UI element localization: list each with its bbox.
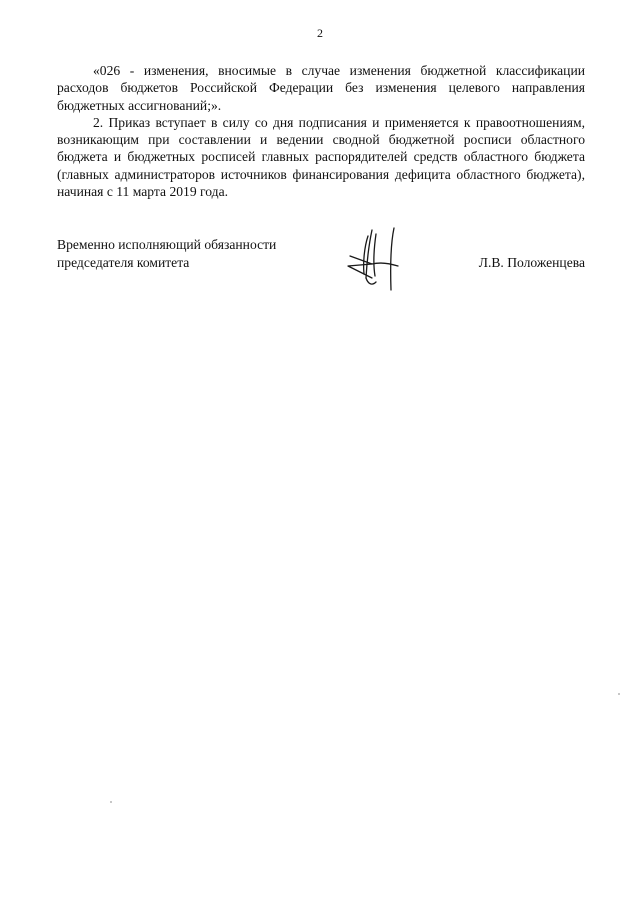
paragraph-effective-date: 2. Приказ вступает в силу со дня подписания и применяется к правоотношениям, возникающим при составлении и ведении сводной бюджетной росписи областного бюджета и бюджетных росписей главных распорядителей средств областного бюджета (главных администраторов источников финансирования дефицита областного бюджета), начиная с 11 марта 2019 года. [57,114,585,200]
page-number: 2 [317,26,323,40]
scan-speck [110,801,112,803]
handwritten-signature-icon [342,226,412,292]
position-line-2: председателя комитета [57,255,190,270]
signatory-position [57,236,276,272]
document-body [57,62,585,200]
paragraph-code-026: «026 - изменения, вносимые в случае изменения бюджетной классификации расходов бюджетов Российской Федерации без изменения целевого направления бюджетных ассигнований;». [57,63,585,113]
scan-speck [618,693,620,695]
position-line-1: Временно исполняющий обязанности [57,237,277,252]
signatory-name: Л.В. Положенцева [478,255,585,270]
